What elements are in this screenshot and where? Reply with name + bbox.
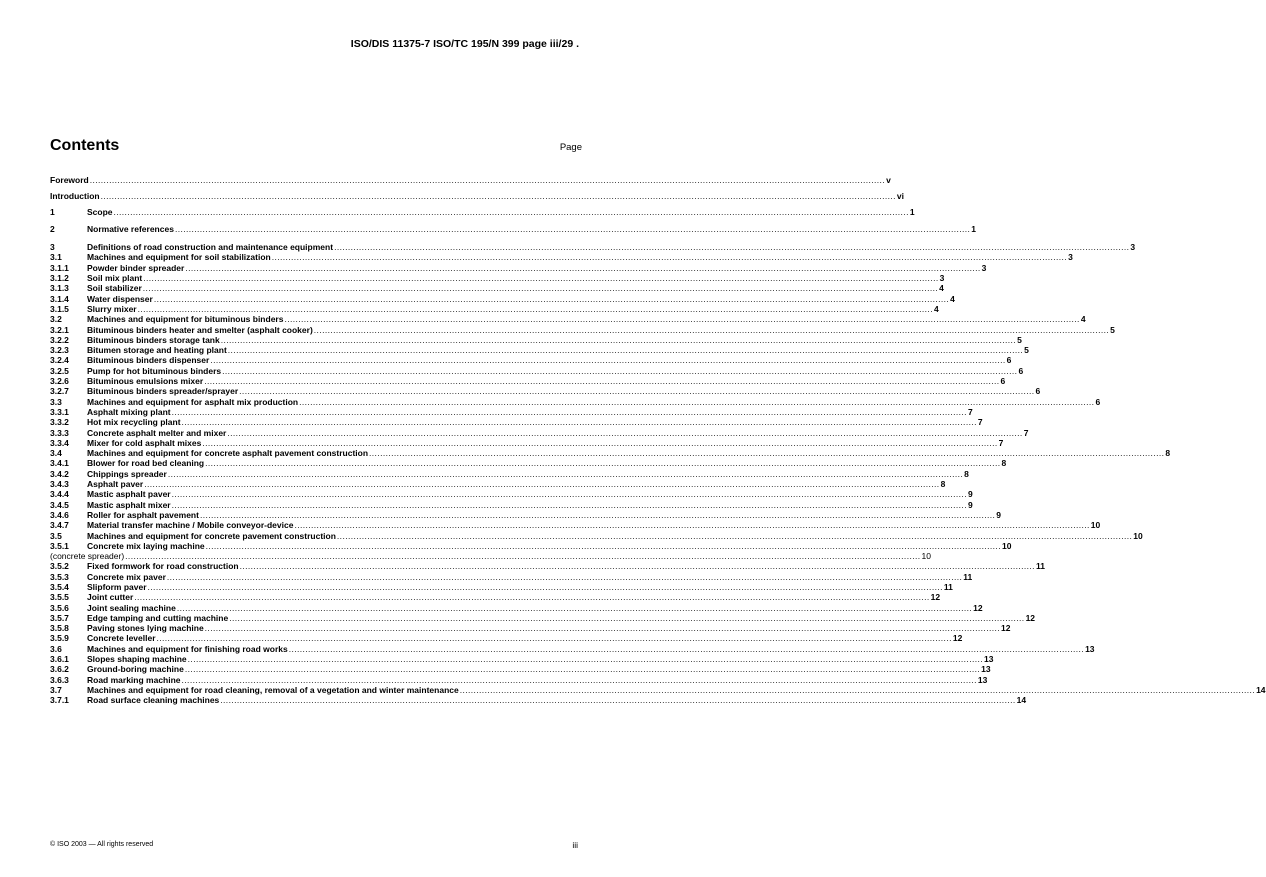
toc-dot-leader: ................................................................................................................................................................................................................................................................................................ (153, 293, 950, 304)
toc-entry-number: 3.5 (50, 530, 62, 541)
toc-entry-page: 9 (967, 499, 973, 510)
toc-entry-title: Scope (87, 206, 113, 217)
toc-entry-number: 3.5.2 (50, 561, 69, 572)
toc-entry-number: 3 (50, 242, 55, 253)
toc-entry-page: 6 (1018, 365, 1024, 376)
toc-entry[interactable] (50, 581, 953, 592)
toc-dot-leader: ................................................................................................................................................................................................................................................................................................ (227, 427, 1023, 438)
toc-dot-leader: ................................................................................................................................................................................................................................................................................................ (313, 324, 1110, 335)
toc-entry-number: 3.4.7 (50, 520, 69, 531)
toc-dot-leader: ................................................................................................................................................................................................................................................................................................ (113, 206, 909, 217)
toc-entry[interactable] (50, 540, 1012, 551)
toc-entry[interactable] (50, 242, 1136, 253)
toc-entry-title: Slopes shaping machine (87, 654, 187, 665)
toc-entry[interactable] (50, 561, 1045, 572)
toc-entry-page: 6 (1006, 355, 1012, 366)
toc-dot-leader: ................................................................................................................................................................................................................................................................................................ (171, 406, 967, 417)
toc-entry[interactable] (50, 273, 945, 284)
toc-entry-title: Machines and equipment for finishing road works (87, 643, 288, 654)
toc-dot-leader: ................................................................................................................................................................................................................................................................................................ (166, 571, 963, 582)
toc-dot-leader: ................................................................................................................................................................................................................................................................................................ (220, 695, 1016, 706)
toc-entry[interactable] (50, 695, 1027, 706)
toc-dot-leader: ................................................................................................................................................................................................................................................................................................ (176, 602, 973, 613)
toc-dot-leader: ................................................................................................................................................................................................................................................................................................ (459, 684, 1256, 695)
toc-entry-number: 3.6.2 (50, 664, 69, 675)
toc-entry-page: 10 (1001, 540, 1012, 551)
toc-entry[interactable] (50, 386, 1041, 397)
toc-entry[interactable] (50, 592, 941, 603)
toc-entry-page: 4 (1080, 314, 1086, 325)
toc-dot-leader: ................................................................................................................................................................................................................................................................................................ (156, 633, 952, 644)
toc-entry-page: 14 (1256, 684, 1266, 695)
toc-entry-number: 3.5.1 (50, 540, 69, 551)
toc-entry-number: 3.4 (50, 448, 62, 459)
toc-entry[interactable] (50, 448, 1171, 459)
toc-entry-number: 2 (50, 224, 55, 235)
toc-entry[interactable] (50, 324, 1115, 335)
toc-dot-leader: ................................................................................................................................................................................................................................................................................................ (144, 479, 940, 490)
toc-entry-page: 9 (967, 489, 973, 500)
toc-entry[interactable] (50, 674, 988, 685)
toc-entry-page: 13 (977, 674, 988, 685)
toc-entry-title: Mixer for cold asphalt mixes (87, 437, 202, 448)
toc-entry-page: 5 (1110, 324, 1115, 335)
toc-dot-leader: ................................................................................................................................................................................................................................................................................................ (137, 303, 933, 314)
toc-entry[interactable] (50, 623, 1011, 634)
toc-dot-leader: ................................................................................................................................................................................................................................................................................................ (204, 376, 1000, 387)
toc-entry-title: Mastic asphalt paver (87, 489, 171, 500)
toc-entry[interactable] (50, 499, 973, 510)
toc-entry-page: 12 (930, 592, 941, 603)
toc-entry-title: Road marking machine (87, 674, 181, 685)
toc-entry-page: 5 (1017, 334, 1022, 345)
toc-entry[interactable] (50, 664, 991, 675)
toc-entry-title: Machines and equipment for bituminous binders (87, 314, 284, 325)
toc-dot-leader: ................................................................................................................................................................................................................................................................................................ (143, 273, 939, 284)
toc-dot-leader: ................................................................................................................................................................................................................................................................................................ (100, 190, 896, 201)
toc-entry[interactable] (50, 530, 1143, 541)
toc-entry-page: 14 (1016, 695, 1027, 706)
toc-entry[interactable] (50, 262, 987, 273)
toc-entry[interactable] (50, 612, 1036, 623)
toc-dot-leader: ................................................................................................................................................................................................................................................................................................ (288, 643, 1085, 654)
toc-entry-number: 3.2.7 (50, 386, 69, 397)
toc-dot-leader: ................................................................................................................................................................................................................................................................................................ (229, 612, 1025, 623)
toc-entry-page: 8 (964, 468, 969, 479)
toc-entry[interactable] (50, 206, 915, 217)
toc-entry-title: Mastic asphalt mixer (87, 499, 171, 510)
toc-dot-leader: ................................................................................................................................................................................................................................................................................................ (125, 551, 921, 562)
toc-entry-number: 3.3.4 (50, 437, 69, 448)
toc-entry-page: 6 (1035, 386, 1041, 397)
toc-entry-number: 3.5.5 (50, 592, 69, 603)
toc-dot-leader: ................................................................................................................................................................................................................................................................................................ (181, 674, 977, 685)
toc-dot-leader: ................................................................................................................................................................................................................................................................................................ (174, 224, 971, 235)
toc-entry-number: 3.6.3 (50, 674, 69, 685)
toc-entry[interactable] (50, 479, 946, 490)
toc-entry-number: 3.1.1 (50, 262, 69, 273)
toc-entry-title: Concrete leveller (87, 633, 156, 644)
toc-dot-leader: ................................................................................................................................................................................................................................................................................................ (89, 175, 886, 185)
toc-entry-title: Slipform paver (87, 581, 147, 592)
toc-entry-number: 1 (50, 206, 55, 217)
page-title: Contents (50, 137, 120, 154)
toc-entry-number: 3.2.6 (50, 376, 69, 387)
toc-entry-number: 3.1.3 (50, 283, 69, 294)
toc-entry-number: 3.2.5 (50, 365, 69, 376)
toc-dot-leader: ................................................................................................................................................................................................................................................................................................ (334, 242, 1130, 253)
toc-entry-title: Bituminous emulsions mixer (87, 376, 204, 387)
toc-entry-number: 3.4.4 (50, 489, 69, 500)
toc-entry[interactable] (50, 427, 1029, 438)
toc-entry-page: 6 (1000, 376, 1006, 387)
toc-entry-number: 3.4.1 (50, 458, 69, 469)
toc-dot-leader: ................................................................................................................................................................................................................................................................................................ (202, 437, 998, 448)
toc-dot-leader: ................................................................................................................................................................................................................................................................................................ (147, 581, 943, 592)
toc-entry[interactable] (50, 175, 891, 185)
toc-dot-leader: ................................................................................................................................................................................................................................................................................................ (239, 561, 1035, 572)
toc-entry-page: 5 (1024, 345, 1029, 356)
toc-entry-title: Bituminous binders storage tank (87, 334, 220, 345)
toc-entry[interactable] (50, 406, 973, 417)
copyright-notice: © ISO 2003 — All rights reserved (50, 841, 154, 848)
toc-entry-page: 4 (933, 303, 939, 314)
toc-entry-title: Material transfer machine / Mobile conveyor-device (87, 520, 294, 531)
toc-entry-number: 3.5.7 (50, 612, 69, 623)
toc-entry[interactable] (50, 283, 944, 294)
toc-entry-page: 12 (1001, 623, 1011, 634)
toc-entry-number: 3.2.4 (50, 355, 69, 366)
toc-entry[interactable] (50, 571, 973, 582)
toc-entry[interactable] (50, 437, 1004, 448)
toc-entry-title: Joint cutter (87, 592, 134, 603)
toc-entry[interactable] (50, 602, 983, 613)
toc-entry-page: 12 (1025, 612, 1036, 623)
toc-dot-leader: ................................................................................................................................................................................................................................................................................................ (369, 448, 1165, 459)
toc-entry-page: 7 (998, 437, 1004, 448)
toc-entry-title: Machines and equipment for road cleaning, removal of a vegetation and winter maintenance (87, 684, 459, 695)
toc-dot-leader: ................................................................................................................................................................................................................................................................................................ (299, 396, 1095, 407)
toc-entry[interactable] (50, 458, 1007, 469)
toc-entry-number: 3.2 (50, 314, 62, 325)
toc-entry[interactable] (50, 376, 1006, 387)
toc-entry-page: 8 (940, 479, 946, 490)
toc-entry-page: vi (896, 190, 905, 201)
toc-entry-number: 3.7.1 (50, 695, 69, 706)
toc-entry[interactable] (50, 293, 955, 304)
toc-entry[interactable] (50, 633, 963, 644)
toc-entry-page: 7 (967, 406, 973, 417)
toc-entry-title: Definitions of road construction and maintenance equipment (87, 242, 334, 253)
toc-dot-leader: ................................................................................................................................................................................................................................................................................................ (167, 468, 964, 479)
toc-entry-number: 3.5.8 (50, 623, 69, 634)
toc-entry-title: Machines and equipment for concrete asphalt pavement construction (87, 448, 369, 459)
toc-entry-page: 11 (963, 571, 973, 582)
toc-entry-page: 10 (921, 551, 931, 562)
toc-entry-number: 3.5.3 (50, 571, 69, 582)
toc-entry-title: Bitumen storage and heating plant (87, 345, 227, 356)
toc-entry[interactable] (50, 417, 983, 428)
toc-entry-title: Road surface cleaning machines (87, 695, 220, 706)
toc-dot-leader: ................................................................................................................................................................................................................................................................................................ (227, 345, 1024, 356)
toc-entry-page: 8 (1001, 458, 1007, 469)
toc-entry-number: 3.3.1 (50, 406, 69, 417)
toc-entry-title: Bituminous binders heater and smelter (asphalt cooker) (87, 324, 313, 335)
toc-entry-title: Foreword (50, 175, 89, 185)
toc-entry[interactable] (50, 654, 994, 665)
toc-dot-leader: ................................................................................................................................................................................................................................................................................................ (171, 499, 967, 510)
toc-dot-leader: ................................................................................................................................................................................................................................................................................................ (171, 489, 967, 500)
toc-entry-page: 4 (950, 293, 955, 304)
toc-entry-number: 3.7 (50, 684, 62, 695)
toc-entry-page: 6 (1095, 396, 1101, 407)
toc-entry-page: 1 (909, 206, 915, 217)
toc-dot-leader: ................................................................................................................................................................................................................................................................................................ (205, 458, 1001, 469)
toc-entry[interactable] (50, 365, 1024, 376)
toc-entry-title: Roller for asphalt pavement (87, 509, 199, 520)
toc-entry-title: Pump for hot bituminous binders (87, 365, 222, 376)
toc-entry-title: Concrete mix laying machine (87, 540, 205, 551)
toc-entry-title: Paving stones lying machine (87, 623, 204, 634)
toc-entry-title: Normative references (87, 224, 174, 235)
toc-entry[interactable] (50, 303, 939, 314)
toc-entry-page: 1 (971, 224, 977, 235)
toc-entry-title: Chippings spreader (87, 468, 167, 479)
toc-entry[interactable] (50, 314, 1086, 325)
toc-dot-leader: ................................................................................................................................................................................................................................................................................................ (284, 314, 1080, 325)
toc-entry-number: 3.4.6 (50, 509, 69, 520)
toc-entry-page: 3 (1068, 252, 1073, 263)
toc-dot-leader: ................................................................................................................................................................................................................................................................................................ (222, 365, 1018, 376)
toc-entry-number: 3.1.4 (50, 293, 69, 304)
toc-entry[interactable] (50, 520, 1101, 531)
toc-entry-number: 3.2.3 (50, 345, 69, 356)
toc-entry-title: Blower for road bed cleaning (87, 458, 205, 469)
toc-entry-page: 12 (952, 633, 963, 644)
toc-entry-title: Introduction (50, 190, 100, 201)
toc-entry-number: 3.3 (50, 396, 62, 407)
toc-entry-number: 3.6 (50, 643, 62, 654)
toc-entry[interactable] (50, 468, 969, 479)
toc-entry[interactable] (50, 551, 931, 562)
toc-dot-leader: ................................................................................................................................................................................................................................................................................................ (187, 654, 984, 665)
toc-entry[interactable] (50, 224, 977, 235)
toc-entry-page: 10 (1133, 530, 1143, 541)
toc-dot-leader: ................................................................................................................................................................................................................................................................................................ (199, 509, 996, 520)
toc-entry-number: 3.4.3 (50, 479, 69, 490)
toc-entry-title: Machines and equipment for concrete pavement construction (87, 530, 336, 541)
toc-entry-title: Machines and equipment for asphalt mix production (87, 396, 299, 407)
toc-dot-leader: ................................................................................................................................................................................................................................................................................................ (184, 664, 981, 675)
toc-entry-title: Concrete mix paver (87, 571, 166, 582)
toc-entry-title: Bituminous binders spreader/sprayer (87, 386, 239, 397)
toc-entry[interactable] (50, 334, 1022, 345)
toc-entry[interactable] (50, 396, 1101, 407)
toc-entry-title: Soil stabilizer (87, 283, 142, 294)
toc-entry-title: (concrete spreader) (50, 551, 125, 562)
toc-entry-number: 3.3.3 (50, 427, 69, 438)
toc-entry-number: 3.2.1 (50, 324, 69, 335)
toc-entry-page: 11 (1035, 561, 1045, 572)
toc-dot-leader: ................................................................................................................................................................................................................................................................................................ (294, 520, 1090, 531)
toc-entry[interactable] (50, 345, 1029, 356)
toc-entry-title: Hot mix recycling plant (87, 417, 181, 428)
toc-entry-page: 8 (1165, 448, 1171, 459)
toc-entry-number: 3.4.2 (50, 468, 69, 479)
toc-entry-number: 3.3.2 (50, 417, 69, 428)
toc-dot-leader: ................................................................................................................................................................................................................................................................................................ (185, 262, 981, 273)
toc-entry-title: Asphalt paver (87, 479, 144, 490)
toc-entry-number: 3.1.5 (50, 303, 69, 314)
toc-entry-title: Fixed formwork for road construction (87, 561, 239, 572)
toc-dot-leader: ................................................................................................................................................................................................................................................................................................ (205, 540, 1001, 551)
toc-entry-number: 3.1.2 (50, 273, 69, 284)
toc-entry-title: Joint sealing machine (87, 602, 176, 613)
toc-entry-page: 13 (981, 664, 991, 675)
toc-dot-leader: ................................................................................................................................................................................................................................................................................................ (142, 283, 939, 294)
toc-entry-title: Ground-boring machine (87, 664, 184, 675)
toc-entry-title: Edge tamping and cutting machine (87, 612, 229, 623)
toc-entry-title: Soil mix plant (87, 273, 143, 284)
table-of-contents (50, 175, 1266, 706)
toc-dot-leader: ................................................................................................................................................................................................................................................................................................ (181, 417, 977, 428)
toc-entry-page: 3 (939, 273, 945, 284)
toc-entry-page: v (886, 175, 891, 185)
toc-entry[interactable] (50, 355, 1012, 366)
toc-entry[interactable] (50, 643, 1095, 654)
page-number: iii (572, 840, 578, 850)
toc-entry-page: 4 (939, 283, 944, 294)
toc-entry-page: 13 (984, 654, 994, 665)
toc-entry-page: 3 (981, 262, 987, 273)
toc-entry-title: Bituminous binders dispenser (87, 355, 210, 366)
toc-entry[interactable] (50, 684, 1266, 695)
page-header: ISO/DIS 11375-7 ISO/TC 195/N 399 page iii/29 . (350, 38, 579, 50)
toc-entry-title: Water dispenser (87, 293, 153, 304)
toc-entry-page: 7 (1023, 427, 1029, 438)
toc-entry-page: 7 (977, 417, 983, 428)
toc-entry-number: 3.5.9 (50, 633, 69, 644)
toc-entry-page: 11 (943, 581, 953, 592)
toc-dot-leader: ................................................................................................................................................................................................................................................................................................ (210, 355, 1006, 366)
toc-entry-title: Concrete asphalt melter and mixer (87, 427, 227, 438)
toc-entry-number: 3.5.6 (50, 602, 69, 613)
toc-entry-number: 3.1 (50, 252, 62, 263)
toc-entry-page: 10 (1090, 520, 1101, 531)
toc-entry-title: Powder binder spreader (87, 262, 185, 273)
toc-dot-leader: ................................................................................................................................................................................................................................................................................................ (239, 386, 1035, 397)
toc-dot-leader: ................................................................................................................................................................................................................................................................................................ (204, 623, 1001, 634)
toc-dot-leader: ................................................................................................................................................................................................................................................................................................ (271, 252, 1068, 263)
toc-entry-number: 3.6.1 (50, 654, 69, 665)
toc-entry-title: Machines and equipment for soil stabilization (87, 252, 271, 263)
toc-entry-number: 3.2.2 (50, 334, 69, 345)
toc-entry-title: Slurry mixer (87, 303, 137, 314)
toc-entry-page: 13 (1085, 643, 1095, 654)
toc-entry-page: 12 (973, 602, 983, 613)
page-column-label: Page (559, 142, 582, 153)
toc-entry[interactable] (50, 252, 1073, 263)
toc-entry-page: 9 (996, 509, 1002, 520)
toc-entry-page: 3 (1130, 242, 1136, 253)
toc-dot-leader: ................................................................................................................................................................................................................................................................................................ (220, 334, 1017, 345)
toc-entry-number: 3.4.5 (50, 499, 69, 510)
toc-entry-number: 3.5.4 (50, 581, 69, 592)
toc-dot-leader: ................................................................................................................................................................................................................................................................................................ (336, 530, 1133, 541)
toc-dot-leader: ................................................................................................................................................................................................................................................................................................ (134, 592, 930, 603)
toc-entry-title: Asphalt mixing plant (87, 406, 171, 417)
toc-entry[interactable] (50, 489, 973, 500)
toc-entry[interactable] (50, 190, 905, 201)
toc-entry[interactable] (50, 509, 1002, 520)
